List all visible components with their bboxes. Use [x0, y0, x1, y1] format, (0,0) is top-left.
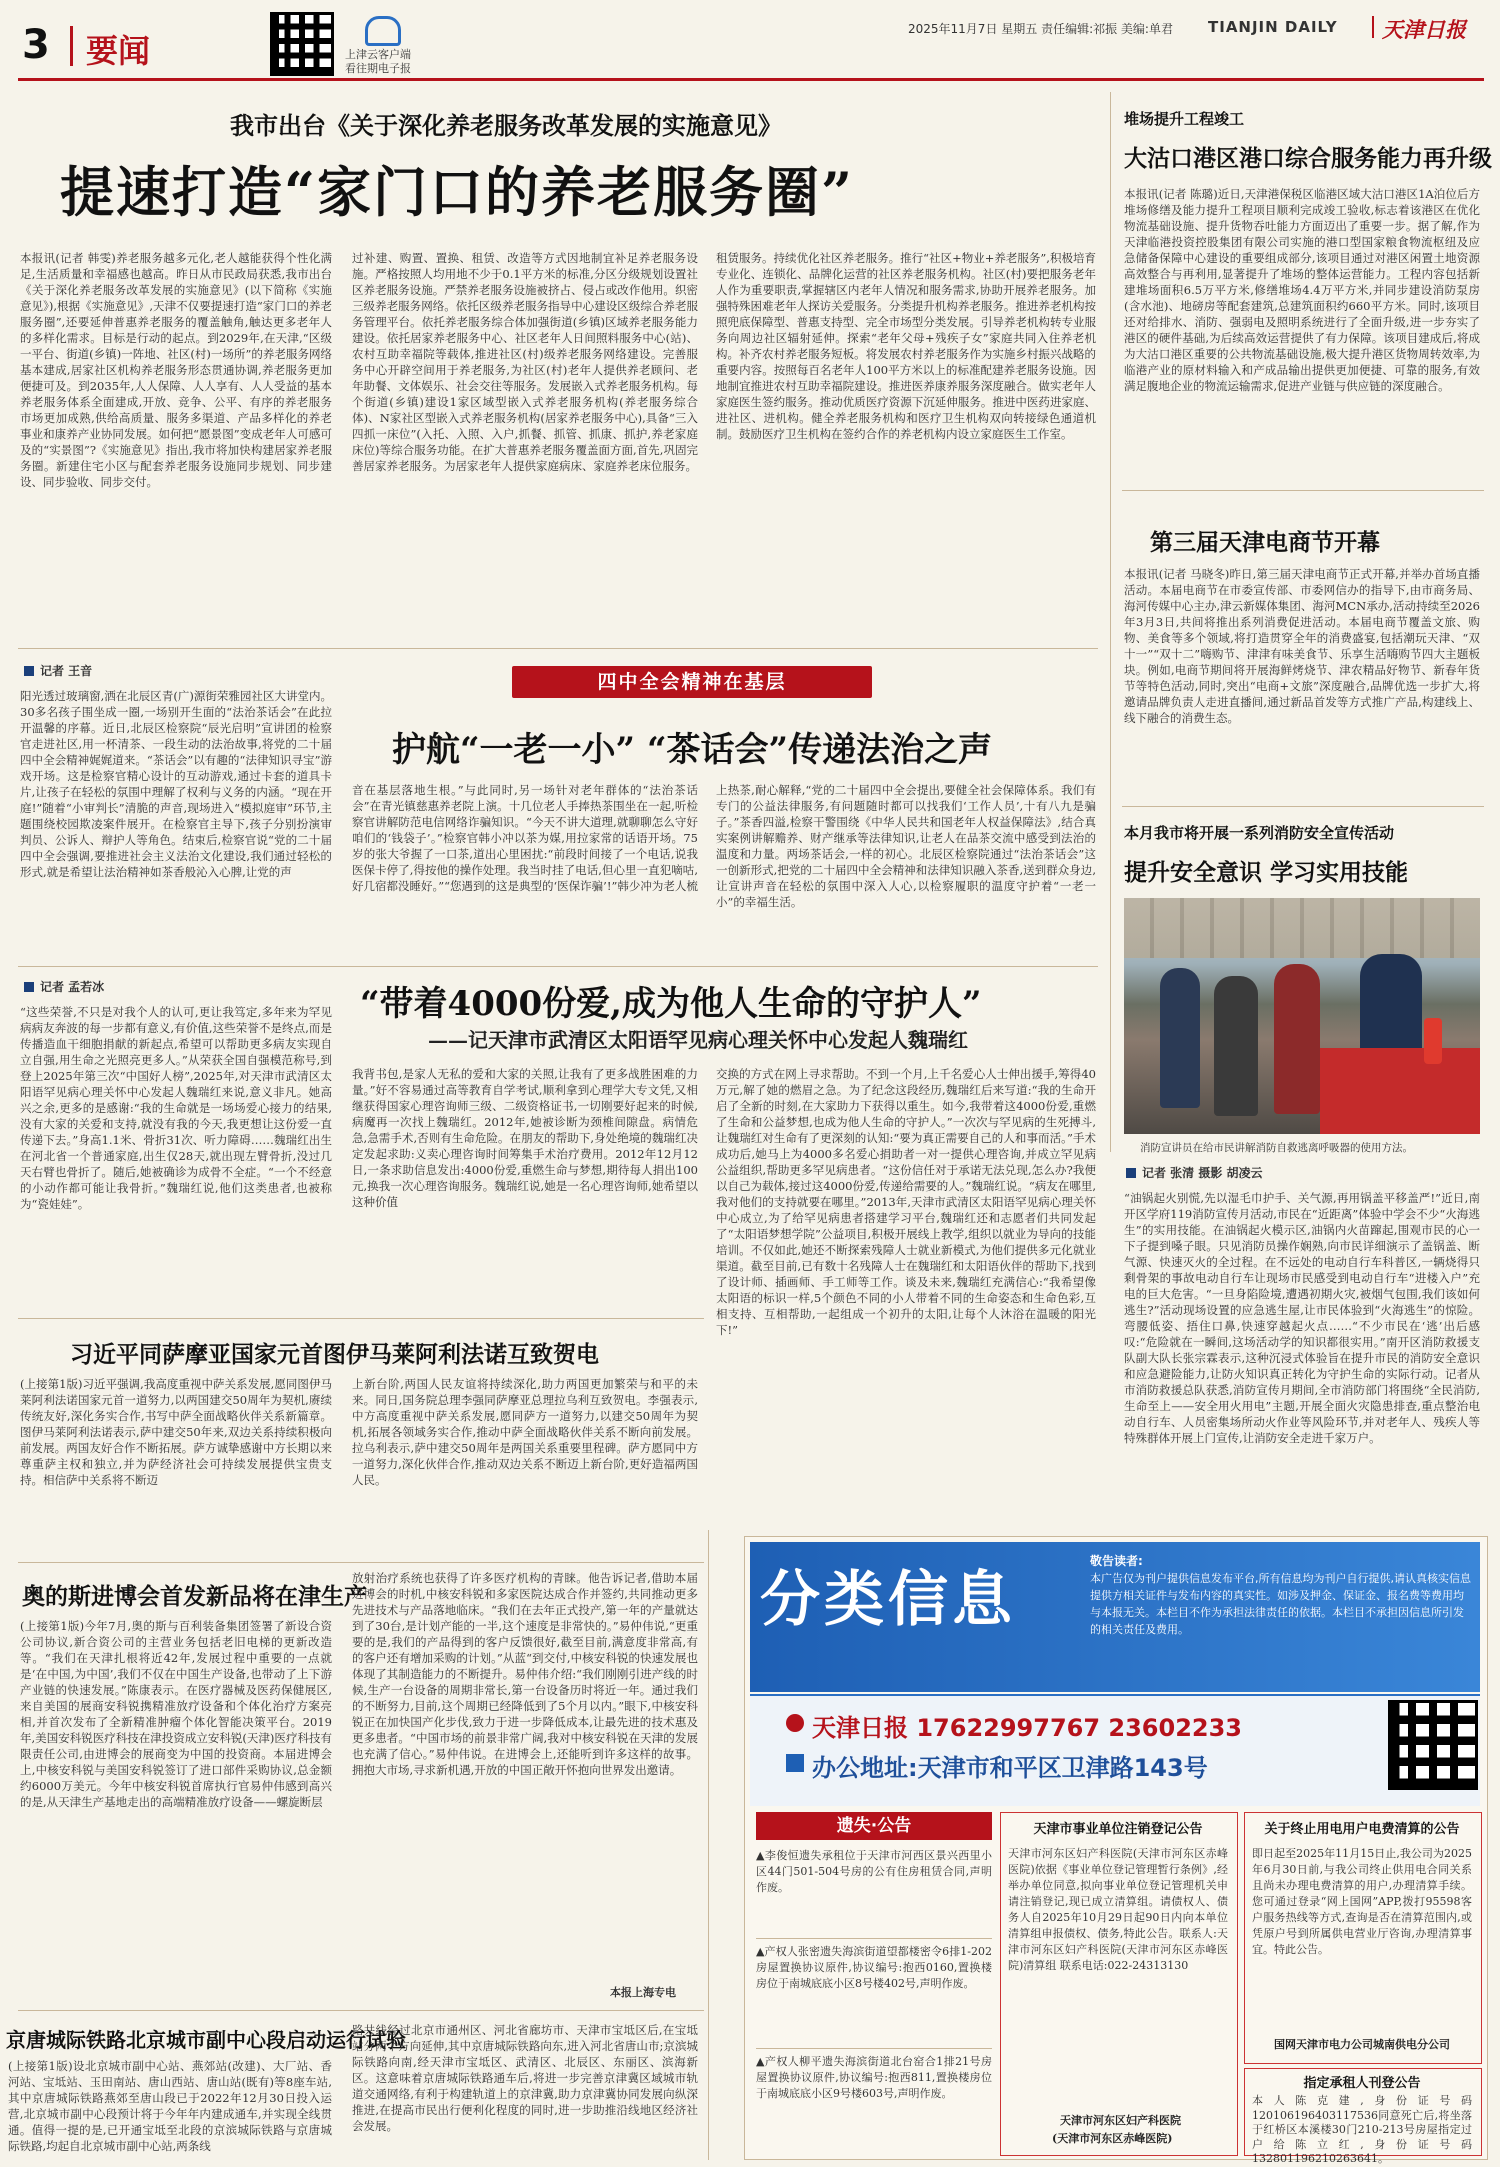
port-kicker: 堆场提升工程竣工 — [1124, 110, 1245, 128]
electricity-heading: 关于终止用电用户电费清算的公告 — [1264, 1822, 1460, 1837]
law-col-2: 音在基层落地生根。”与此同时,另一场针对老年群体的“法治茶话会”在青光镇慈惠养老院上演。十几位老人手捧热茶围坐在一起,听检察官讲解防范电信网络诈骗知识。“今天不讲大道理,就聊聊怎么守好咱们的‘钱袋子’。”检察官韩小冲以茶为媒,用拉家常的话语开场。75岁的张大爷握了一口茶,道出心里困扰:“前段时间接了一个电话,说我医保卡停了,得按他的操作处理。我当时挂了电话,但心里一直犯嘀咕,好几宿都没睡好。”“您遇到的这是典型的‘医保诈骗’!”韩少冲为老人梳 — [352, 783, 698, 893]
lost-notice-2: ▲产权人张密遗失海滨街道望都楼密令6排1-202房屋置换协议原件,协议编号:抱西0160,置换楼房位于南城底底小区8号楼402号,声明作废。 — [756, 1945, 992, 1990]
fire-photo-extinguisher — [1424, 1018, 1442, 1064]
fire-caption: 消防宣讲员在给市民讲解消防自救逃离呼吸器的使用方法。 — [1140, 1142, 1413, 1154]
donor-byline: 记者 孟若冰 — [24, 978, 104, 995]
law-banner — [512, 666, 872, 698]
rail-col-1: (上接第1版)设北京城市副中心站、燕郊站(改建)、大厂站、香河站、宝坻站、玉田南站、唐山西站、唐山站(既有)等8座车站,其中京唐城际铁路燕郊至唐山段已于2022年12月30日投入运营,北京城市副中心段预计将于今年年内建成通车,并实现全线贯通。值得一提的是,已开通宝坻至北段的京滨城际铁路与京唐城际铁路,均起自北京城市副中心站,两条线 — [8, 2059, 332, 2153]
date-line: 2025年11月7日 星期五 责任编辑:祁振 美编:单君 — [908, 22, 1173, 36]
otis-col-2: 放射治疗系统也获得了许多医疗机构的青睐。他告诉记者,借助本届进博会的时机,中核安科锐和多家医院达成合作并签约,共同推动更多先进技术与产品落地临床。“我们在去年正式投产,第一年的产量就达到了30台,是计划产能的一半,这个速度是非常快的。”易仲伟说,“更重要的是,我们的产品得到的客户反馈很好,截至目前,满意度非常高,有的客户还有增加采购的计划。”从蓝“到交付,中核安科锐的快速发展也体现了其制造能力的不断提升。易仲伟介绍:“我们刚刚引进产线的时候,生产一台设备的周期非常长,第一台设备历时将近一年。通过我们的不断努力,目前,这个周期已经降低到了5个月以内。”眼下,中核安科锐正在加快国产化步伐,致力于进一步降低成本,让最先进的技术惠及更多患者。“中国市场的前景非常广阔,我对中核安科锐在天津的发展也充满了信心。”易仲伟说。在进博会上,还能听到许多这样的故事。拥抱大市场,寻求新机遇,开放的中国正敞开怀抱向世界发出邀请。 — [352, 1571, 698, 1777]
notice-heading: 敬告读者: — [1090, 1554, 1143, 1568]
donor-col-1: “这些荣誉,不只是对我个人的认可,更让我笃定,多年来为罕见病病友奔波的每一步都有意义,有价值,这些荣誉不是终点,而是传播造血干细胞捐献的新起点,希望可以帮助更多病友实现自立自强,用生命之光照亮更多人。”从荣获全国自强模范称号,到登上2025年第三次“中国好人榜”,2025年,对天津市武清区太阳语罕见病心理关怀中心发起人魏瑞红来说,意义非凡。她高兴之余,更多的是感谢:“我的生命就是一场场爱心接力的结果,没有大家的关爱和支持,就没有我的今天,我更想让这份爱一直传递下去。”身高1.1米、骨折31次、听力障碍……魏瑞红出生在河北省一个普通家庭,出生仅28天,就出现左臂骨折,没过几天右臂也骨折了。随后,她被确诊为成骨不全症。“一个不经意的小动作都可能让我骨折。”魏瑞红说,他们这类患者,也被称为“瓷娃娃”。 — [20, 1005, 332, 1211]
lost-notice-3: ▲产权人柳平遗失海滨街道北台窑合1排21号房屋置换协议原件,协议编号:抱西811,置换楼房位于南城底底小区9号楼603号,声明作废。 — [756, 2055, 992, 2100]
law-col-3: 上热茶,耐心解释,“党的二十届四中全会提出,要健全社会保障体系。我们有专门的公益法律服务,有问题随时都可以找我们‘工作人员’,十有八九是骗子。”茶香四溢,检察干警围绕《中华人民共和国老年人权益保障法》,结合真实案例讲解赡养、财产继承等法律知识,让老人在品茶交流中感受到法治的温度和力量。两场茶话会,一样的初心。北辰区检察院通过“法治茶话会”这一创新形式,把党的二十届四中全会精神和法律知识融入茶香,送到群众身边,让宣讲声音在轻松的氛围中深入人心,以检察履职的温度守护着“一老一小”的幸福生活。 — [716, 783, 1096, 909]
phone-icon — [786, 1714, 804, 1732]
registration-body: 天津市河东区妇产科医院(天津市河东区赤峰医院)依据《事业单位登记管理暂行条例》,经举办单位同意,拟向事业单位登记管理机关申请注销登记,现已成立清算组。请债权人、债务人自2025年10月29日起90日内向本单位清算组申报债权、债务,特此公告。联系人:天津市河东区妇产科医院(天津市河东区赤峰医院)清算组 联系电话:022-24313130 — [1008, 1847, 1228, 1972]
phone-line: 天津日报 17622997767 23602233 — [812, 1714, 1242, 1742]
xi-col-1: (上接第1版)习近平强调,我高度重视中萨关系发展,愿同图伊马莱阿利法诺国家元首一道努力,以两国建交50周年为契机,赓续传统友好,深化务实合作,书写中萨全面战略伙伴关系新篇章。图伊马莱阿利法诺表示,萨中建交50年来,双边关系持续积极向前发展。两国友好合作不断拓展。萨方诚挚感谢中方长期以来尊重萨主权和独立,并为萨经济社会可持续发展提供宝贵支持。相信萨中关系将不断迈 — [20, 1377, 332, 1487]
paper-name-en: TIANJIN DAILY — [1208, 18, 1338, 36]
otis-signoff: 本报上海专电 — [610, 1986, 676, 1999]
law-byline: 记者 王音 — [24, 662, 92, 679]
law-col-1: 阳光透过玻璃窗,洒在北辰区青(广)源街荣雅园社区大讲堂内。30多名孩子围坐成一圈,一场别开生面的“法治茶话会”在此拉开温馨的序幕。近日,北辰区检察院“辰光启明”宣讲团的检察官走进社区,用一杯清茶、一段生动的法治故事,将党的二十届四中全会精神娓娓道来。“茶话会”以有趣的“法律知识寻宝”游戏开场。这是检察官精心设计的互动游戏,通过卡套的道具卡片,让孩子在轻松的氛围中理解了权利与义务的内涵。“现在开庭!”随着“小审判长”清脆的声音,现场进入“模拟庭审”环节,主题围绕校园欺凌案件展开。在检察官主导下,孩子分别扮演审判员、公诉人、辩护人等角色。结束后,检察官说“党的二十届四中全会强调,要推进社会主义法治文化建设,我们通过轻松的形式,就是希望让法治精神如茶香般沁入心脾,让党的声 — [20, 689, 332, 879]
fire-photo-person-2 — [1214, 976, 1258, 1116]
lead-col-1: 本报讯(记者 韩雯)养老服务越多元化,老人越能获得个性化满足,生活质量和幸福感也越高。昨日从市民政局获悉,我市出台《关于深化养老服务改革发展的实施意见》(以下简称《实施意见》),根据《实施意见》,天津不仅要提速打造“家门口的养老服务圈”,还要延伸普惠养老服务的覆盖触角,触达更多老年人的多样化需求。目标是行动的起点。到2029年,在天津,“区级一平台、街道(乡镇)一阵地、社区(村)一场所”的养老服务网络基本建成,居家社区机构养老服务形态贯通协调,养老服务更加便捷可及。到2035年,人人保障、人人享有、人人受益的基本养老服务体系全面建成,开放、竞争、公平、有序的养老服务市场更加成熟,供给高质量、服务多渠道、产品多样化的养老事业和康养产业协同发展。如何把“愿景图”变成老年人可感可及的“实景图”?《实施意见》指出,我市将加快构建居家养老服务圈。新建住宅小区与配套养老服务设施同步规划、同步建设、同步验收、同步交付。 — [20, 251, 332, 489]
fire-photo-table — [1320, 1048, 1480, 1134]
otis-title: 奥的斯进博会首发新品将在津生产 — [22, 1583, 367, 1610]
classified-qr-icon — [1388, 1700, 1478, 1790]
fire-byline: 记者 张清 摄影 胡凌云 — [1126, 1164, 1263, 1181]
address-line: 办公地址:天津市和平区卫津路143号 — [812, 1754, 1208, 1782]
donor-subtitle: ——记天津市武清区太阳语罕见病心理关怀中心发起人魏瑞红 — [428, 1028, 968, 1052]
classified-banner: 分类信息 — [760, 1565, 1016, 1635]
fire-photo-person-1 — [1160, 968, 1200, 1108]
port-title: 大沽口港区港口综合服务能力再升级 — [1124, 145, 1492, 172]
electricity-sign: 国网天津市电力公司城南供电分公司 — [1274, 2038, 1450, 2051]
section-name: 要闻 — [86, 32, 151, 70]
jinyun-logo-icon — [365, 16, 401, 46]
lost-notice-1: ▲李俊恒遗失承租位于天津市河西区景兴西里小区44门501-504号房的公有住房租赁合同,声明作废。 — [756, 1849, 992, 1894]
page-number: 3 — [22, 22, 50, 68]
law-title: 护航“一老一小” “茶话会”传递法治之声 — [392, 730, 993, 770]
registration-heading: 天津市事业单位注销登记公告 — [1033, 1822, 1203, 1837]
rail-col-2: 路共线经过北京市通州区、河北省廊坊市、天津市宝坻区后,在宝坻站分两个方向延伸,其中京唐城际铁路向东,进入河北省唐山市;京滨城际铁路向南,经天津市宝坻区、武清区、北辰区、东丽区、滨海新区。这意味着京唐城际铁路通车后,将进一步完善京津冀区域城市轨道交通网络,有利于构建轨道上的京津冀,助力京津冀协同发展向纵深推进,在提高市民出行便利化程度的同时,进一步助推沿线地区经济社会发展。 — [352, 2023, 698, 2133]
client-hint-2: 看往期电子报 — [345, 62, 411, 75]
lost-heading: 遗失·公告 — [836, 1816, 912, 1836]
ecommerce-body: 本报讯(记者 马晓冬)昨日,第三届天津电商节正式开幕,并举办首场直播活动。本届电商节在市委宣传部、市委网信办的指导下,由市商务局、海河传媒中心主办,津云新媒体集团、海河MCN承办,活动持续至2026年3月3日,共间将推出系列消费促进活动。本届电商节覆盖文旅、购物、美食等多个领域,将打造贯穿全年的消费盛宴,包括潮玩天津、“双十一”“双十二”嗨购节、津津有味美食节、乐享生活嗨购节四大主题板块。例如,电商节期间将开展海鲜烤烧节、津农精品好物节、新春年货节等特色活动,同时,突出“电商+文旅”深度融合,品牌优选一步扩大,将邀请品牌负责人走进直播间,通过新品首发等方式推广产品,构建线上、线下融合的消费生态。 — [1124, 567, 1480, 725]
ecommerce-title: 第三届天津电商节开幕 — [1150, 529, 1380, 556]
fire-photo-person-3 — [1274, 964, 1320, 1114]
fire-photo — [1124, 898, 1480, 1134]
fire-photo-building — [1124, 898, 1480, 958]
law-banner-text: 四中全会精神在基层 — [597, 671, 787, 693]
masthead — [0, 0, 1500, 80]
fire-kicker: 本月我市将开展一系列消防安全宣传活动 — [1124, 824, 1395, 842]
port-body: 本报讯(记者 陈璐)近日,天津港保税区临港区域大沽口港区1A泊位后方堆场修缮及能力提升工程项目顺利完成竣工验收,标志着该港区在优化物流基础设施、提升货物吞吐能力方面迈出了重要一步。据了解,作为天津临港投资控股集团有限公司实施的港口型国家粮食物流枢纽及应急储备保障中心建设的重要组成部分,该项目通过对港区闲置土地资源高效整合与再利用,显著提升了堆场的整体运营能力。工程内容包括新建堆场面积6.5万平方米,修缮堆场4.4万平方米,并同步建设消防泵房(含水池)、地磅房等配套建筑,总建筑面积约660平方米。同时,该项目还对给排水、消防、强弱电及照明系统进行了全面升级,进一步夯实了港区的硬件基础,为后续高效运营提供了有力保障。该项目建成后,将成为大沽口港区重要的公共物流基础设施,极大提升港区货物周转效率,为临港产业的原材料输入和产成品输出提供更加便捷、可靠的服务,有效满足腹地企业的物流运输需求,促进产业链与供应链的深度融合。 — [1124, 187, 1480, 393]
client-hint-1: 上津云客户端 — [345, 48, 411, 61]
lead-col-3: 租赁服务。持续优化社区养老服务。推行“社区+物业+养老服务”,积极培育专业化、连锁化、品牌化运营的社区养老服务机构。社区(村)要把服务老年人作为重要职责,掌握辖区内老年人情况和服务需求,协助开展养老服务。加强特殊困难老年人探访关爱服务。分类提升机构养老服务。推进养老机构按照兜底保障型、普惠支持型、完全市场型分类发展。引导养老机构转专业服务向周边社区辐射延伸。探索“老年父母+残疾子女”家庭共同入住养老机构。补齐农村养老服务短板。将发展农村养老服务作为实施乡村振兴战略的重要内容。按照每百名老年人100平方米以上的标准配建养老服务设施。因地制宜推进农村互助幸福院建设。推进医养康养服务深度融合。做实老年人家庭医生签约服务。推动优质医疗资源下沉延伸服务。推进中医药进家庭、进社区、进机构。健全养老服务机构和医疗卫生机构双向转接绿色通道机制。鼓励医疗卫生机构在签约合作的养老机构内设立家庭医生工作室。 — [716, 251, 1096, 441]
otis-col-1: (上接第1版)今年7月,奥的斯与百利装备集团签署了新设合资公司协议,新合资公司的主营业务包括老旧电梯的更新改造等。“我们在天津扎根将近42年,发展过程中重要的一点就是‘在中国,为中国’,我们不仅在中国生产设备,也带动了上下游产业链的快速发展。”陈康表示。在医疗器械及医药保健展区,来自美国的展商安科锐携精准放疗设备和个体化治疗方案亮相,并首次发布了全新精准肿瘤个体化智能决策平台。2019年,美国安科锐医疗科技在津投资成立安科锐(天津)医疗科技有限责任公司,由进博会的展商变为中国的投资商。本届进博会上,中核安科锐与美国安科锐签订了进口部件采购协议,总金额约6000万美元。今年中核安科锐首席执行官易仲伟感到高兴的是,从天津生产基地走出的高端精准放疗设备——螺旋断层 — [20, 1619, 332, 1809]
lead-kicker: 我市出台《关于深化养老服务改革发展的实施意见》 — [230, 111, 782, 140]
rail-title: 京唐城际铁路北京城市副中心段启动运行试验 — [6, 2028, 406, 2052]
xi-col-2: 上新台阶,两国人民友谊将持续深化,助力两国更加繁荣与和平的未来。同日,国务院总理李强同萨摩亚总理拉乌利互致贺电。李强表示,中方高度重视中萨关系发展,愿同萨方一道努力,以建交50周年为契机,拓展各领域务实合作,推动中萨全面战略伙伴关系不断向前发展。拉乌利表示,萨中建交50周年是两国关系重要里程碑。萨方愿同中方一道努力,深化伙伴合作,推动双边关系不断迈上新台阶,更好造福两国人民。 — [352, 1377, 698, 1487]
lead-title: 提速打造“家门口的养老服务圈” — [60, 160, 855, 224]
paper-name-cn: 天津日报 — [1382, 17, 1466, 42]
fire-body: “油锅起火别慌,先以湿毛巾护手、关气源,再用锅盖平移盖严!”近日,南开区学府119消防宣传月活动,市民在“近距离”体验中学会不少“火海逃生”的实用技能。在油锅起火模示区,油锅内火苗蹿起,围观市民的心一下子提到嗓子眼。只见消防员操作娴熟,向市民详细演示了盖锅盖、断气源、快速灭火的全过程。在不远处的电动自行车科普区,一辆烧得只剩骨架的事故电动自行车让现场市民感受到电动自行车“进楼入户”充电的巨大危害。“一旦身陷险境,遭遇初期火灾,被烟气包围,我们该如何逃生?”活动现场设置的应急逃生屋,让市民体验到“火海逃生”的惊险。弯腰低姿、捂住口鼻,快速穿越起火点……“不少市民在‘逃’出后感叹:“危险就在一瞬间,这场活动学的知识都很实用。”南开区消防救援支队副大队长张宗霖表示,这种沉浸式体验旨在提升市民的消防安全意识和应急避险能力,让防火知识真正转化为守护生命的实际行动。记者从市消防救援总队获悉,消防宣传月期间,全市消防部门将围绕“全民消防,生命至上——安全用火用电”主题,开展全面火灾隐患排查,重点整治电动自行车、人员密集场所动火作业等风险环节,并对老年人、残疾人等特殊群体开展上门宣传,让消防安全走进千家万户。 — [1124, 1191, 1480, 1445]
fire-title: 提升安全意识 学习实用技能 — [1124, 859, 1409, 886]
qr-code-icon — [270, 12, 334, 76]
donor-col-3: 交换的方式在网上寻求帮助。不到一个月,上千名爱心人士伸出援手,筹得40万元,解了她的燃眉之急。为了纪念这段经历,魏瑞红后来写道:“我的生命开启了全新的时刻,在大家助力下获得以重生。如今,我带着这4000份爱,重燃了生命和公益梦想,也成为他人生命的守护人。”一次次与罕见病的生死搏斗,让魏瑞红对生命有了更深刻的认知:“要为真正需要自己的人和事而活。”手术成功后,她马上为4000多名爱心捐助者一对一提供心理咨询,并成立罕见病公益组织,帮助更多罕见病患者。“这份信任对于承诺无法兑现,怎么办?我便以自己为载体,接过这4000份爱,传递给需要的人。”魏瑞红说。“病友在哪里,我对他们的支持就要在哪里。”2013年,天津市武清区太阳语罕见病心理关怀中心成立,为了给罕见病患者搭建学习平台,魏瑞红还和志愿者们共同发起了“太阳语梦想学院”公益项目,积极开展线上教学,组织以就业为导向的技能培训。不仅如此,她还不断探索残障人士就业新模式,为他们提供多元化就业渠道。截至目前,已有数十名残障人士在魏瑞红和太阳语伙伴的帮助下,找到了设计师、插画师、手工师等工作。谈及未来,魏瑞红充满信心:“我希望像太阳语的标识一样,5个颜色不同的小人带着不同的生命姿态和生命色彩,互相支持、互相帮助,一起组成一个初升的太阳,让每个人沐浴在温暖的阳光下!” — [716, 1067, 1096, 1337]
electricity-body: 即日起至2025年11月15日止,我公司为2025年6月30日前,与我公司终止供用电合同关系且尚未办理电费清算的用户,办理清算手续。您可通过登录“网上国网”APP,拨打95598客户服务热线等方式,查询是否在清算范围内,或凭原户号到所属供电营业厅咨询,办理清算事宜。特此公告。 — [1252, 1847, 1472, 1956]
donor-col-2: 我背书包,是家人无私的爱和大家的关照,让我有了更多战胜困难的力量。”好不容易通过高等教育自学考试,顺利拿到心理学大专文凭,又相继获得国家心理咨询师三级、二级资格证书,一切刚要好起来的时候,病魔再一次找上魏瑞红。2012年,她被诊断为颈椎间隙盘。病情危急,急需手术,否则有生命危险。在朋友的帮助下,身处绝境的魏瑞红决定发起求助:义卖心理咨询时间筹集手术治疗费用。2012年12月12日,一条求助信息发出:4000份爱,重燃生命与梦想,期待每人捐出100元,换我一次心理咨询服务。魏瑞红说,她是一名心理咨询师,她希望以这种价值 — [352, 1067, 698, 1209]
office-icon — [786, 1754, 804, 1772]
notice-body: 本广告仅为刊户提供信息发布平台,所有信息均为刊户自行提供,请认真核实信息提供方相关证件与发布内容的真实性。如涉及押金、保证金、报名费等费用均与本报无关。本栏目不作为承担法律责任的依据。本栏目不承担因信息所引发的相关责任及费用。 — [1090, 1572, 1471, 1636]
donor-title: “带着4000份爱,成为他人生命的守护人” — [360, 984, 982, 1024]
xi-title: 习近平同萨摩亚国家元首图伊马莱阿利法诺互致贺电 — [70, 1341, 599, 1368]
registration-sign-1: 天津市河东区妇产科医院 — [1060, 2114, 1181, 2127]
registration-sign-2: (天津市河东区赤峰医院) — [1052, 2132, 1173, 2145]
lessee-body: 本人陈克建,身份证号码120106196403117536同意死亡后,将坐落于红桥区本溪楼30门210-213号房屋指定过户给陈立红,身份证号码132801196210263641。 — [1252, 2094, 1472, 2165]
lead-col-2: 过补建、购置、置换、租赁、改造等方式因地制宜补足养老服务设施。严格按照人均用地不少于0.1平方米的标准,分区分级规划设置社区养老服务设施。严禁养老服务设施被挤占、侵占或改作他用。织密三级养老服务网络。依托区级养老服务指导中心建设区级综合养老服务管理平台。依托养老服务综合体加强街道(乡镇)区域养老服务能力建设。依托居家养老服务中心、社区老年人日间照料服务中心(站)、农村互助幸福院等载体,推进社区(村)级养老服务网络建设。完善服务中心开辟空间用于养老服务,为社区(村)老年人提供养老顾问、老年助餐、文体娱乐、社会交往等服务。发展嵌入式养老服务机构。每个街道(乡镇)建设1家区域型嵌入式养老服务机构(养老服务综合体)、N家社区型嵌入式养老服务机构(居家养老服务中心),具备“三入四抓一床位”(入托、入照、入户,抓餐、抓管、抓康、抓护,养老家庭床位)等综合服务功能。在扩大普惠养老服务覆盖面方面,首先,巩固完善居家养老服务。为居家老年人提供家庭病床、家庭养老床位服务。 — [352, 251, 698, 473]
lessee-heading: 指定承租人刊登公告 — [1303, 2076, 1421, 2091]
